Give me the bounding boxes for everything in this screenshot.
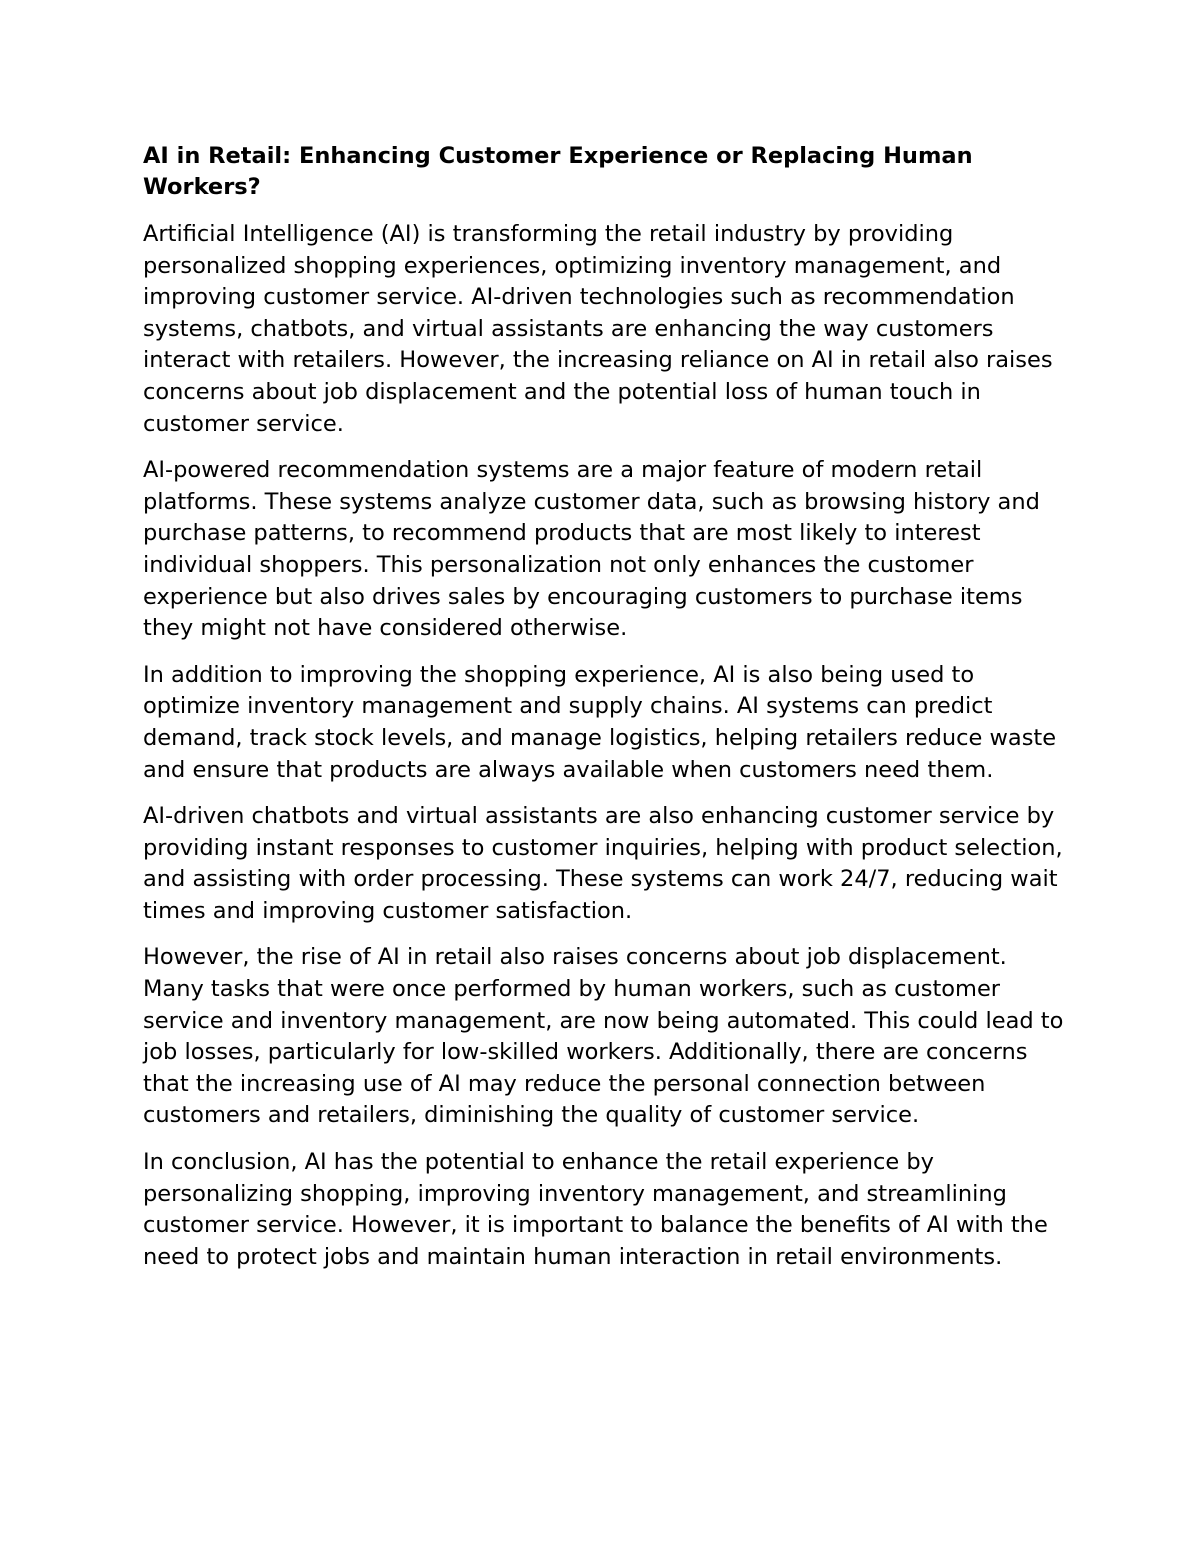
paragraph-chatbots: AI-driven chatbots and virtual assistants are also enhancing customer service by providing instant responses to customer inquiries, helping with product selection, and assisting with order processing. These systems can work 24/7, reducing wait times and improving customer satisfaction. bbox=[143, 803, 1063, 924]
document-title: AI in Retail: Enhancing Customer Experience or Replacing Human Workers? bbox=[143, 143, 973, 200]
paragraph-job-displacement: However, the rise of AI in retail also raises concerns about job displacement. Many tasks that were once performed by human workers, such as customer service and inventory management, are now being automated. This could lead to job losses, particularly for low-skilled workers. Additionally, there are concerns that the increasing use of AI may reduce the personal connection between customers and retailers, diminishing the quality of customer service. bbox=[143, 944, 1064, 1129]
paragraph-inventory-management: In addition to improving the shopping experience, AI is also being used to optimize inventory management and supply chains. AI systems can predict demand, track stock levels, and manage logistics, helping retailers reduce waste and ensure that products are always available when customers need them. bbox=[143, 661, 1057, 783]
paragraph-conclusion: In conclusion, AI has the potential to enhance the retail experience by personalizing shopping, improving inventory management, and streamlining customer service. However, it is important to balance the benefits of AI with the need to protect jobs and maintain human interaction in retail environments. bbox=[143, 1149, 1048, 1270]
document-body bbox=[143, 141, 1068, 1288]
paragraph-intro: Artificial Intelligence (AI) is transforming the retail industry by providing personalized shopping experiences, optimizing inventory management, and improving customer service. AI-driven technologies such as recommendation systems, chatbots, and virtual assistants are enhancing the way customers interact with retailers. However, the increasing reliance on AI in retail also raises concerns about job displacement and the potential loss of human touch in customer service. bbox=[143, 221, 1053, 437]
paragraph-recommendation-systems: AI-powered recommendation systems are a major feature of modern retail platforms. These systems analyze customer data, such as browsing history and purchase patterns, to recommend products that are most likely to interest individual shoppers. This personalization not only enhances the customer experience but also drives sales by encouraging customers to purchase items they might not have considered otherwise. bbox=[143, 457, 1040, 642]
